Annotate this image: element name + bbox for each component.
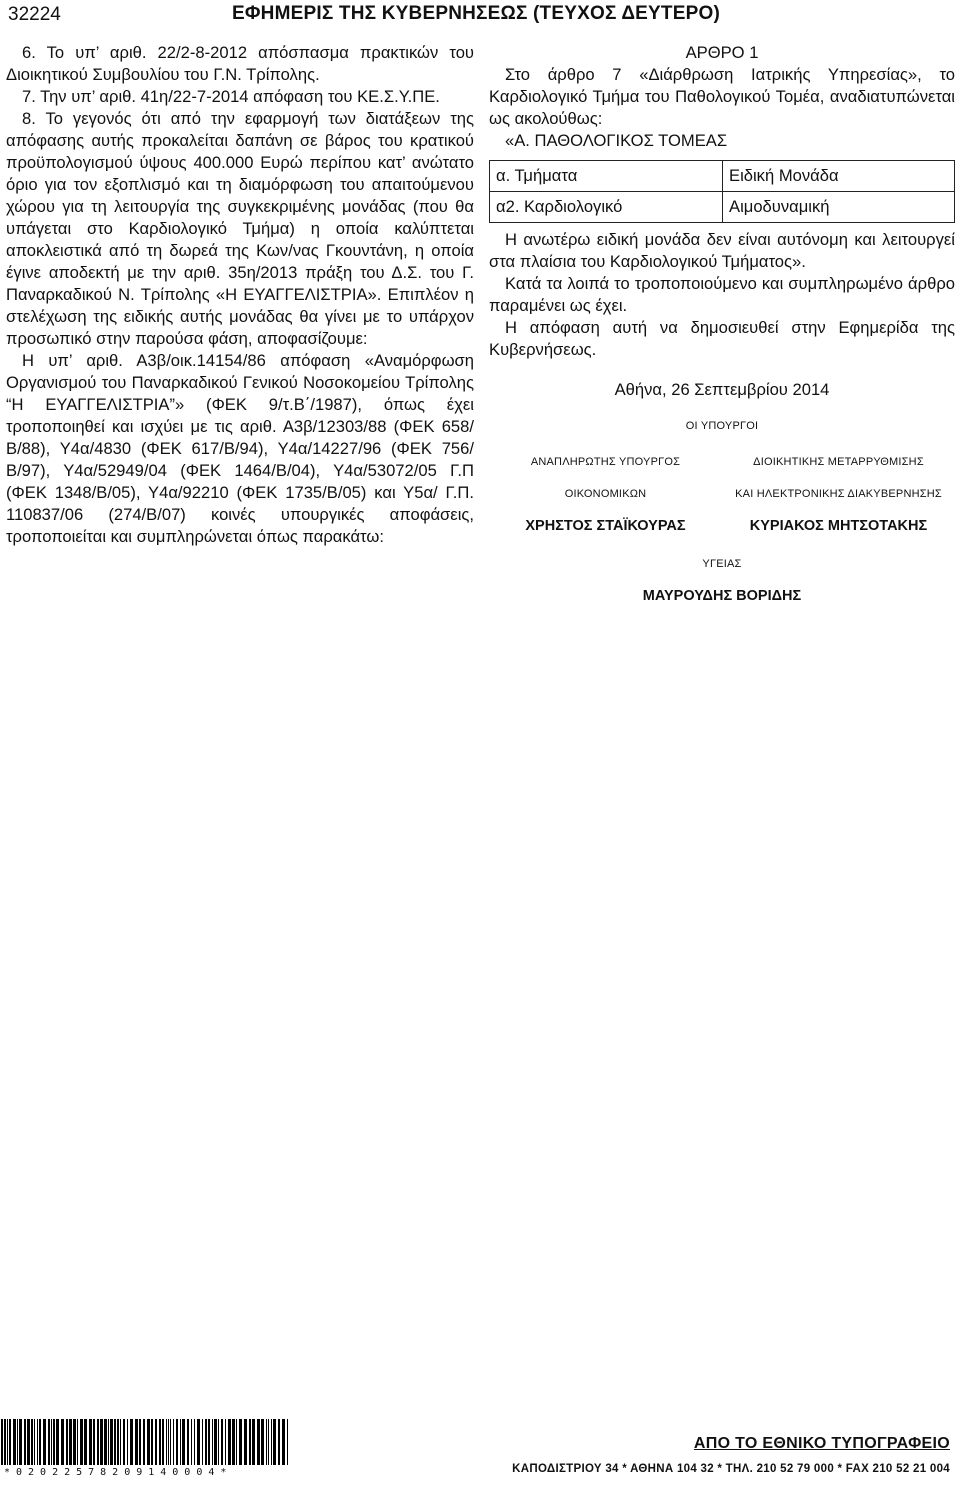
signature-role: ΥΓΕΙΑΣ [702,558,742,570]
table-cell: α2. Καρδιολογικό [490,192,723,223]
page-footer [0,1415,960,1487]
signature-role: ΚΑΙ ΗΛΕΚΤΡΟΝΙΚΗΣ ΔΙΑΚΥΒΕΡΝΗΣΗΣ [735,488,942,500]
printer-name: ΑΠΟ ΤΟ ΕΘΝΙΚΟ ΤΥΠΟΓΡΑΦΕΙΟ [693,1435,950,1452]
page-header [0,0,960,34]
signature-name: ΜΑΥΡΟΥΔΗΣ ΒΟΡΙΔΗΣ [642,588,802,604]
signature-block-health [489,553,955,607]
item-6: 6. Το υπ’ αριθ. 22/2-8-2012 απόσπασμα πρακτικών του Διοικητικού Συμβουλίου του Γ.Ν. Τρίπολης. [6,43,474,84]
left-column [6,42,474,548]
table-row [490,192,955,223]
signature-name: ΧΡΗΣΤΟΣ ΣΤΑΪΚΟΥΡΑΣ [525,518,686,534]
ministers-heading: ΟΙ ΥΠΟΥΡΓΟΙ [685,420,759,432]
barcode [0,1419,292,1479]
signature-name: ΚΥΡΙΑΚΟΣ ΜΗΤΣΟΤΑΚΗΣ [749,518,928,534]
paragraph-remaining: Κατά τα λοιπά το τροποποιούμενο και συμπληρωμένο άρθρο παραμένει ως έχει. [489,274,955,315]
table-row [490,161,955,192]
signature-role: ΑΝΑΠΛΗΡΩΤΗΣ ΥΠΟΥΡΓΟΣ [530,456,681,468]
printer-address: ΚΑΠΟΔΙΣΤΡΙΟΥ 34 * ΑΘΗΝΑ 104 32 * ΤΗΛ. 210 52 79 000 * FAX 210 52 21 004 [512,1463,950,1475]
signature-block-reform [722,451,955,537]
item-7: 7. Την υπ’ αριθ. 41η/22-7-2014 απόφαση του ΚΕ.Σ.Υ.ΠΕ. [22,87,440,106]
department-table [489,160,955,223]
paragraph-autonomy: Η ανωτέρω ειδική μονάδα δεν είναι αυτόνομη και λειτουργεί στα πλαίσια του Καρδιολογικού Τμήματος». [489,230,955,271]
barcode-bars [0,1419,292,1465]
article-intro: Στο άρθρο 7 «Διάρθρωση Ιατρικής Υπηρεσίας», το Καρδιολογικό Τμήμα του Παθολογικού Τομέα, αναδιατυπώνεται ως ακολούθως: [489,65,955,128]
table-cell: Ειδική Μονάδα [723,161,955,192]
paragraph-publication: Η απόφαση αυτή να δημοσιευθεί στην Εφημερίδα της Κυβερνήσεως. [489,318,955,359]
right-column [489,42,955,607]
item-8: 8. Το γεγονός ότι από την εφαρμογή των διατάξεων της απόφασης αυτής προκαλείται δαπάνη σε βάρος του κρατικού προϋπολογισμού ύψους 400.000 Ευρώ περίπου κατ’ ανώτατο όριο για τον εξοπλισμό και τη διαμόρφωση του απαιτούμενου χώρου για τη λειτουργία της συγκεκριμένης μονάδας (που θα υπάγεται στο Καρδιολογικό Τμήμα) η οποία καλύπτεται αποκλειστικά από τη δωρεά της Κων/νας Γκουντάνη, η οποία έγινε αποδεκτή με την αριθ. 35η/2013 πράξη του Δ.Σ. του Γ. Παναρκαδικού Ν. Τρίπολης «Η ΕΥΑΓΓΕΛΙΣΤΡΙΑ». Επιπλέον η στελέχωση της ειδικής αυτής μονάδας θα γίνει με το υπάρχον προσωπικό στην παρούσα φάση, αποφασίζουμε: [6,109,474,348]
signature-row [489,451,955,537]
table-cell: Αιμοδυναμική [723,192,955,223]
page-number: 32224 [8,4,61,25]
decision-paragraph: Η υπ’ αριθ. Α3β/οικ.14154/86 απόφαση «Αναμόρφωση Οργανισμού του Παναρκαδικού Γενικού Νοσοκομείου Τρίπολης “Η ΕΥΑΓΓΕΛΙΣΤΡΙΑ”» (ΦΕΚ 9/τ.Β΄/1987), όπως έχει τροποποιηθεί και ισχύει με τις αριθ. Α3β/12303/88 (ΦΕΚ 658/Β/88), Υ4α/4830 (ΦΕΚ 617/Β/94), Υ4α/14227/96 (ΦΕΚ 756/Β/97), Υ4α/52949/04 (ΦΕΚ 1464/Β/04), Υ4α/53072/05 Γ.Π (ΦΕΚ 1348/Β/05), Υ4α/92210 (ΦΕΚ 1735/Β/05) και Υ5α/ Γ.Π. 110837/06 (274/Β/07) κοινές υπουργικές αποφάσεις, τροποποιείται και συμπληρώνεται όπως παρακάτω: [6,351,474,546]
table-cell: α. Τμήματα [490,161,723,192]
article-title: ΑΡΘΡΟ 1 [685,43,759,62]
signature-role: ΔΙΟΙΚΗΤΙΚΗΣ ΜΕΤΑΡΡΥΘΜΙΣΗΣ [753,456,924,468]
signature-role: ΟΙΚΟΝΟΜΙΚΩΝ [564,488,647,500]
sector-heading: «Α. ΠΑΘΟΛΟΓΙΚΟΣ ΤΟΜΕΑΣ [505,131,728,150]
signing-date: Αθήνα, 26 Σεπτεμβρίου 2014 [614,380,830,399]
barcode-text: *02022578209140004* [4,1467,233,1478]
gazette-title: ΕΦΗΜΕΡΙΣ ΤΗΣ ΚΥΒΕΡΝΗΣΕΩΣ (ΤΕΥΧΟΣ ΔΕΥΤΕΡΟ) [232,3,720,24]
signature-block-finance [489,451,722,537]
